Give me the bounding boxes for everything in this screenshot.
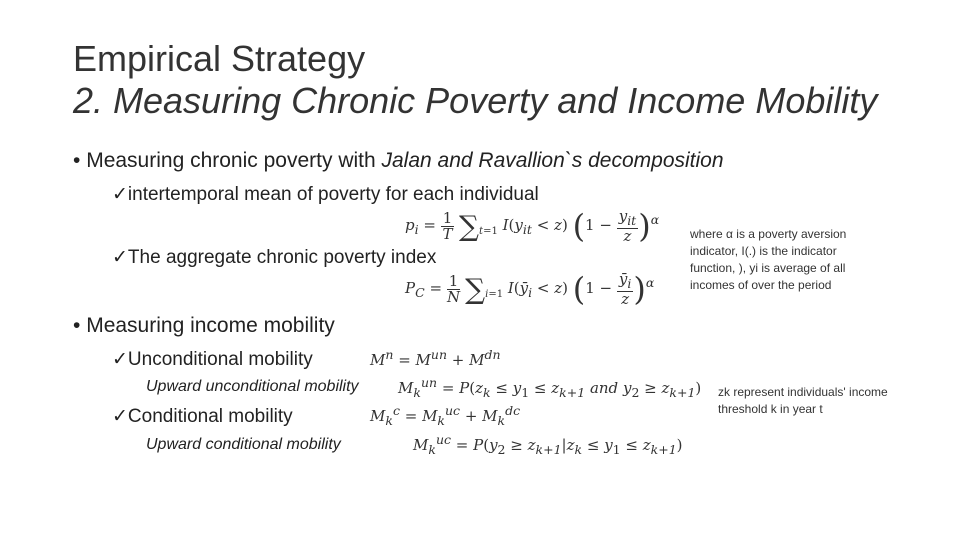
bullet-income-mobility — [73, 314, 335, 338]
mobility-side-note: zk represent individuals' income threshold k in year t — [718, 385, 888, 416]
bullet-text: Measuring income mobility — [86, 314, 335, 337]
formula-aggregate-poverty: $P_C$ = $\frac{1}{N}$ $\sum_{i=1}$ $I(ȳ_i < z) (1$ − $\frac{ȳ_i}{z}$ )$^\alpha$ — [405, 269, 655, 308]
poverty-side-note: where α is a poverty aversion indicator, I(.) is the indicator function, ), yi is average of all incomes of over the period — [690, 227, 847, 292]
slide-subtitle: 2. Measuring Chronic Poverty and Income Mobility — [73, 80, 878, 121]
bullet-dot: • — [73, 149, 81, 172]
check-icon: ✓ — [112, 406, 128, 427]
note-upward-conditional: Upward conditional mobility — [146, 436, 341, 453]
check-item-label: Unconditional mobility — [127, 349, 313, 370]
bullet-text: Measuring chronic poverty with — [86, 149, 382, 172]
bullet-dot: • — [73, 314, 81, 337]
bullet-chronic-poverty — [73, 149, 724, 173]
formula-upward-unconditional: $M_k^{un} = P(z_k \le y_1 \le z_{k+1}$ and $y_2 \ge z_{k+1}$) — [398, 375, 702, 400]
check-item-label: Conditional mobility — [127, 406, 293, 427]
check-item-intertemporal — [112, 183, 539, 206]
formula-upward-conditional: $M_k^{uc} = P(y_2 \ge z_{k+1}|z_k \le y_1 \le z_{k+1})$ — [413, 432, 683, 457]
check-item-label: intertemporal mean of poverty for each individual — [127, 184, 539, 205]
note-upward-unconditional: Upward unconditional mobility — [146, 378, 359, 395]
check-icon: ✓ — [112, 184, 128, 205]
check-icon: ✓ — [112, 247, 128, 268]
formula-mobility-total: $M^n = M^{un} + M^{dn}$ — [370, 347, 501, 369]
bullet-emphasis: Jalan and Ravallion`s decomposition — [381, 149, 724, 172]
check-item-conditional — [112, 405, 293, 428]
check-item-label: The aggregate chronic poverty index — [127, 247, 437, 268]
formula-mobility-conditional: $M_k^c = M_k^{uc} + M_k^{dc}$ — [370, 403, 521, 428]
check-item-unconditional — [112, 348, 313, 371]
slide-title: Empirical Strategy — [73, 38, 366, 79]
check-icon: ✓ — [112, 349, 128, 370]
check-item-aggregate — [112, 246, 436, 269]
formula-individual-poverty: $p_i$ = $\frac{1}{T}$ $\sum_{t=1}$ $I(y_{it} < z) (1$ − $\frac{y_{it}}{z}$ )$^\alpha$ — [405, 206, 660, 245]
